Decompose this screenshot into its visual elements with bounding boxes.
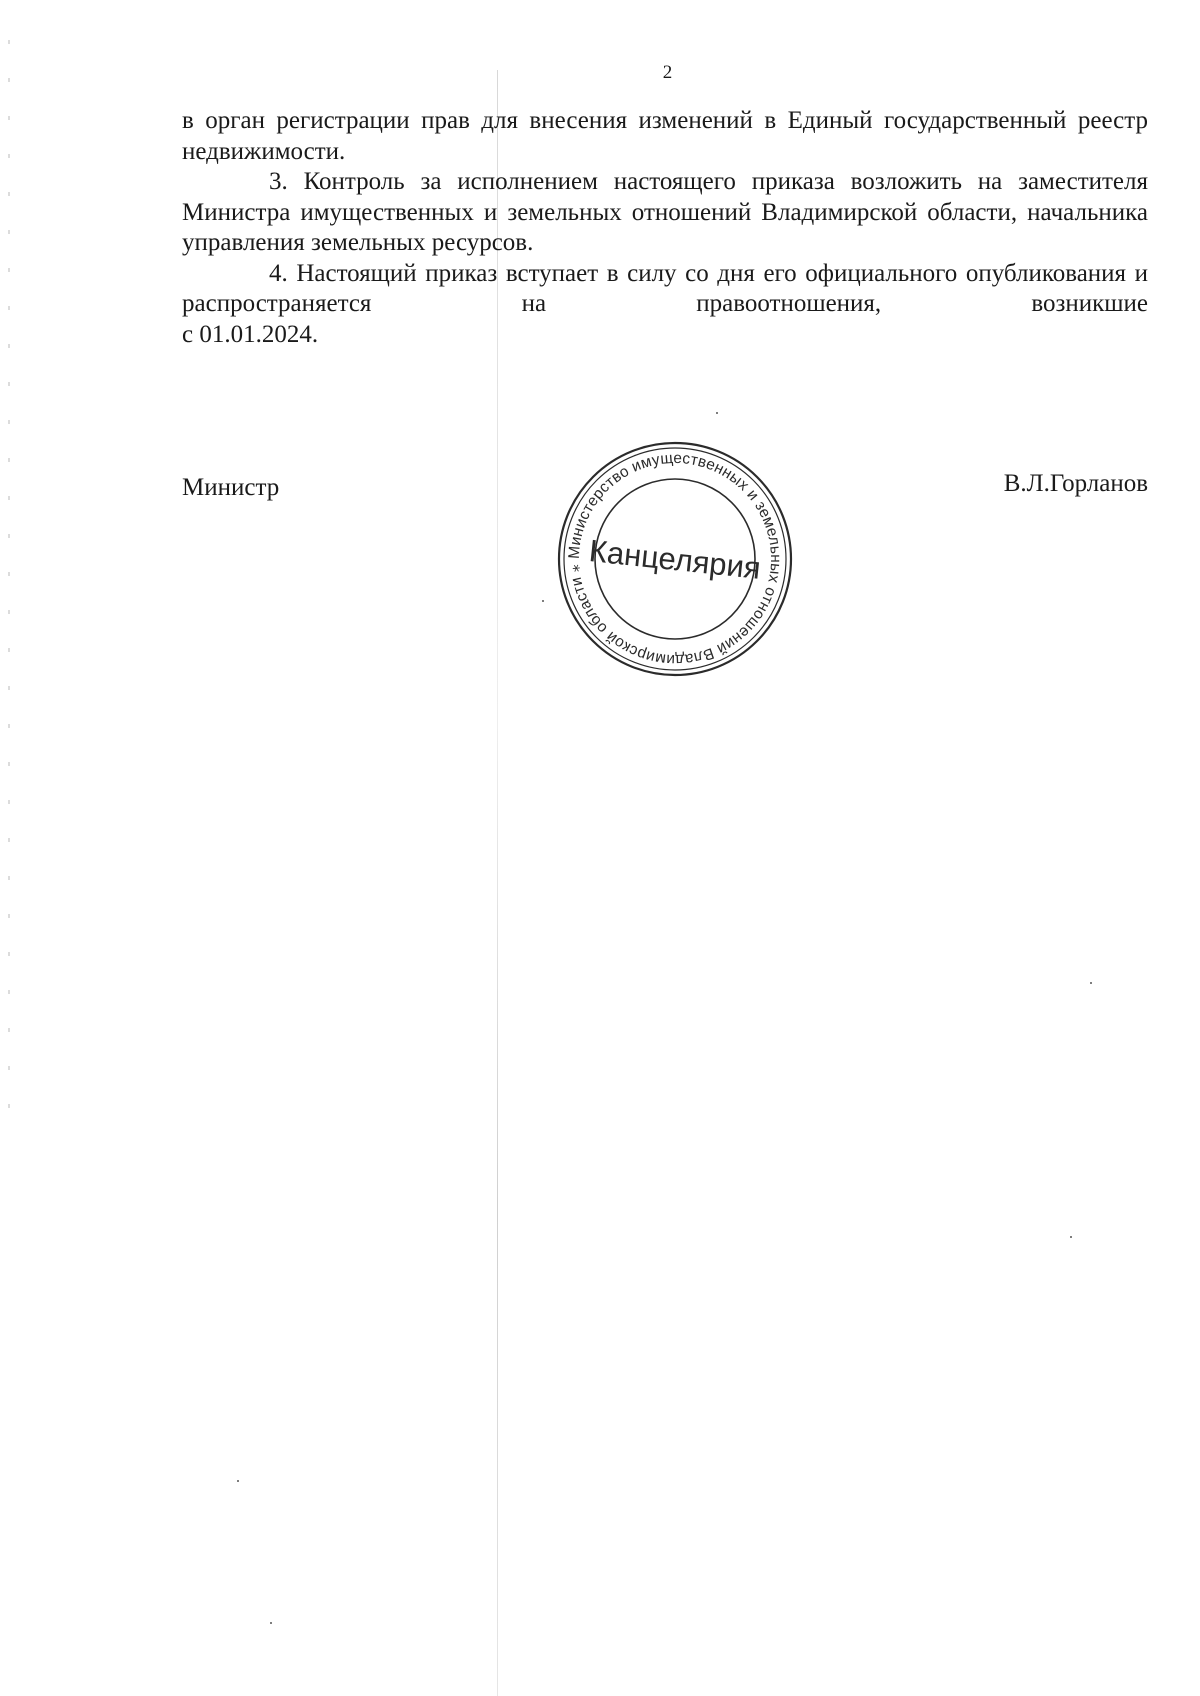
stamp-center-text: Канцелярия: [587, 533, 763, 586]
paragraph-continuation: в орган регистрации прав для внесения изменений в Единый государственный реестр недвижимости.: [182, 107, 1148, 165]
page-number: 2: [662, 62, 673, 83]
scan-speck: [270, 1622, 272, 1624]
scan-speck: [237, 1480, 239, 1482]
stamp-ring-text: Министерство имущественных и земельных отношений Владимирской области ⁎: [565, 449, 785, 669]
document-body: [182, 106, 1148, 350]
scan-speck: [542, 600, 544, 602]
paragraph-item-4: 4. Настоящий приказ вступает в силу со дня его официального опубликования и распространяется на правоотношения, возникшие: [182, 259, 1148, 317]
signatory-name: В.Л.Горланов: [1003, 470, 1148, 497]
scan-speck: [1070, 1236, 1072, 1238]
office-stamp: [555, 439, 795, 679]
signatory-title: Министр: [182, 474, 280, 501]
paragraph-item-3: 3. Контроль за исполнением настоящего приказа возложить на заместителя Министра имущественных и земельных отношений Владимирской области, начальника управления земельных ресурсов.: [182, 168, 1148, 256]
scan-speck: [1090, 982, 1092, 984]
scan-speck: [716, 412, 718, 414]
paragraph-item-4-date: с 01.01.2024.: [182, 320, 319, 348]
scan-edge-marks: [8, 40, 10, 1140]
